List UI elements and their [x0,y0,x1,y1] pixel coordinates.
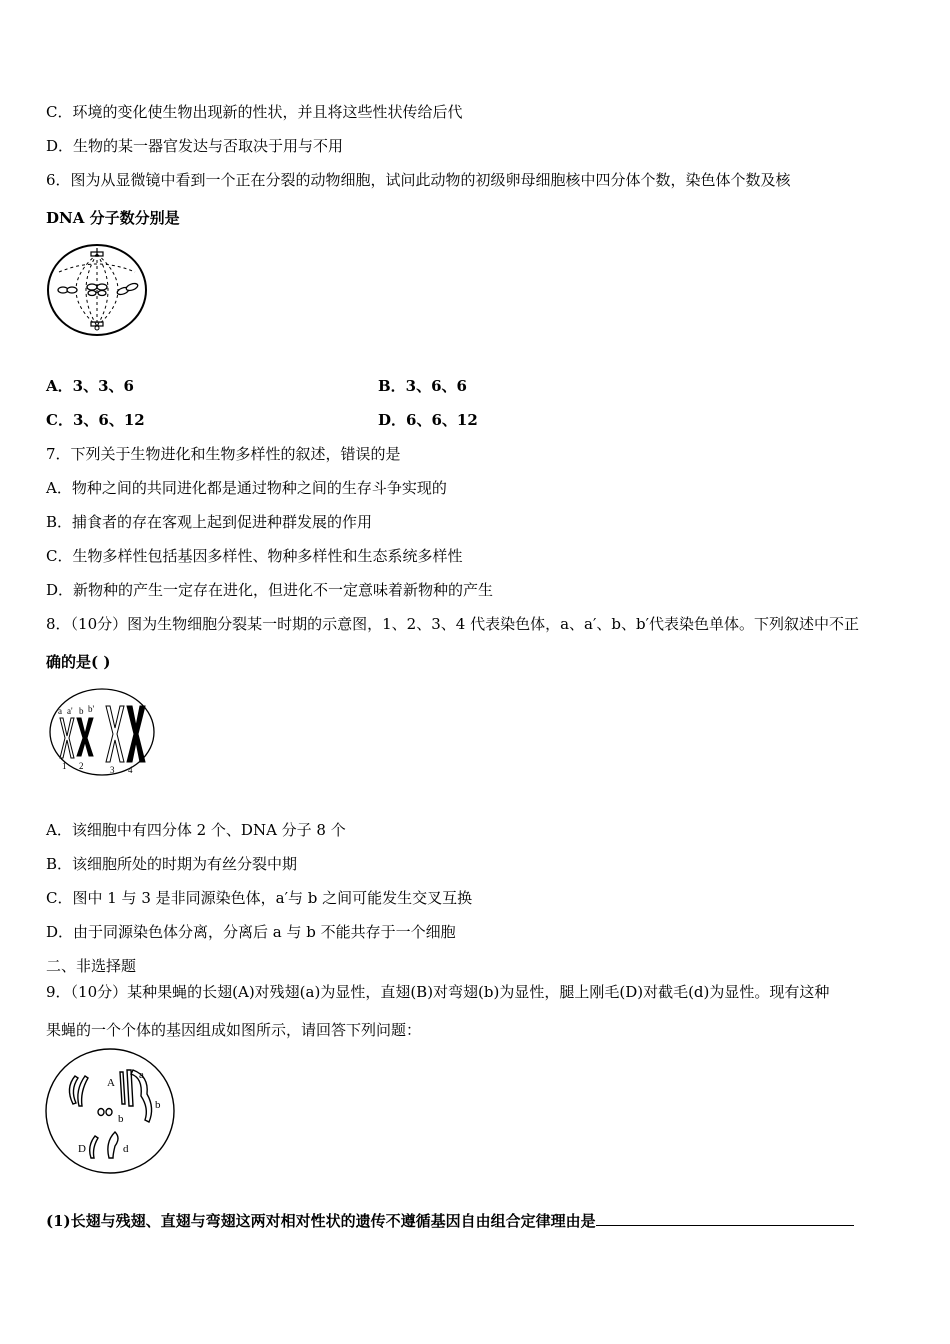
q9-sub1-text: (1)长翅与残翅、直翅与弯翅这两对相对性状的遗传不遵循基因自由组合定律理由是 [46,1212,596,1230]
q8-label-4: 4 [128,765,133,775]
answer-blank[interactable] [596,1210,854,1226]
q6-option-a: A．3、3、6 [46,377,134,395]
q8-option-c: C．图中 1 与 3 是非同源染色体，a′与 b 之间可能发生交叉互换 [46,889,473,907]
q8-option-a: A．该细胞中有四分体 2 个、DNA 分子 8 个 [46,821,346,839]
q7-option-a: A．物种之间的共同进化都是通过物种之间的生存斗争实现的 [46,479,447,497]
q8-option-d: D．由于同源染色体分离，分离后 a 与 b 不能共存于一个细胞 [46,923,456,941]
q8-option-b: B．该细胞所处的时期为有丝分裂中期 [46,855,298,873]
q8-label-2: 2 [79,761,84,771]
q7-option-d: D．新物种的产生一定存在进化，但进化不一定意味着新物种的产生 [46,581,494,599]
q6-cell-figure [45,242,151,338]
q8-cell-figure [48,686,156,778]
q7-stem: 7．下列关于生物进化和生物多样性的叙述，错误的是 [46,445,401,463]
q8-label-a: a [58,706,62,716]
q7-option-b: B．捕食者的存在客观上起到促进种群发展的作用 [46,513,373,531]
q8-label-b: b [79,706,84,716]
q9-label-A: A [107,1077,115,1089]
q8-label-3: 3 [110,765,115,775]
q9-label-b1: b [118,1113,124,1125]
q8-stem-line2: 确的是( ) [46,653,111,671]
q9-stem-line2: 果蝇的一个个体的基因组成如图所示，请回答下列问题： [46,1021,422,1039]
q6-option-b: B．3、6、6 [378,377,467,395]
q7-option-c: C．生物多样性包括基因多样性、物种多样性和生态系统多样性 [46,547,463,565]
q8-label-1: 1 [62,761,67,771]
q9-label-d: d [123,1143,129,1155]
q8-label-b-prime: b' [88,704,95,714]
q6-stem-line2: DNA 分子数分别是 [46,209,180,227]
q6-option-c: C．3、6、12 [46,411,145,429]
q8-label-a-prime: a' [67,706,73,716]
q9-stem-line1: 9．（10分）某种果蝇的长翅(A)对残翅(a)为显性，直翅(B)对弯翅(b)为显性，腿上刚毛(D)对截毛(d)为显性。现有这种 [46,983,830,1001]
q6-stem-line1: 6．图为从显微镜中看到一个正在分裂的动物细胞，试问此动物的初级卵母细胞核中四分体个数，染色体个数及核 [46,171,791,189]
section-heading: 二、非选择题 [46,957,137,975]
q5-option-c: C．环境的变化使生物出现新的性状，并且将这些性状传给后代 [46,103,463,121]
q5-option-d: D．生物的某一器官发达与否取决于用与不用 [46,137,344,155]
q9-label-b2: b [155,1099,161,1111]
q9-label-a: a [139,1069,144,1081]
q9-cell-figure [43,1046,177,1176]
q9-subquestion-1 [46,1210,854,1231]
q8-stem-line1: 8．（10分）图为生物细胞分裂某一时期的示意图，1、2、3、4 代表染色体，a、a′、b、b′代表染色单体。下列叙述中不正 [46,615,859,633]
q9-label-D: D [78,1143,86,1155]
q6-option-d: D．6、6、12 [378,411,478,429]
